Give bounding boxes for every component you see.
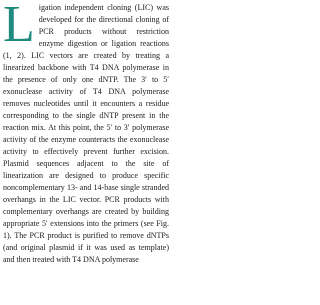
- drop-cap-letter: L: [3, 0, 35, 53]
- article-paragraph: igation independent cloning (LIC) was developed for the directional cloning of PCR products without restriction enzyme digestion or ligation reactions (1, 2). LIC vectors are created by treating a linearized backbone with T4 DNA polymerase in the presence of only one dNTP. The 3′ to 5′ exonuclease activity of T4 DNA polymerase removes nucleotides until it encounters a residue corresponding to the single dNTP present in the reaction mix. At this point, the 5′ to 3′ polymerase activity of the enzyme counteracts the exonuclease activity to effectively prevent further excision. Plasmid sequences adjacent to the site of linearization are designed to produce specific noncomplementary 13- and 14-base single stranded overhangs in the LIC vector. PCR products with complementary overhangs are created by building appropriate 5′ extensions into the primers (see Fig. 1). The PCR product is purified to remove dNTPs (and original plasmid if it was used as template) and then treated with T4 DNA polymerase: [3, 3, 169, 264]
- article-body: [3, 2, 169, 266]
